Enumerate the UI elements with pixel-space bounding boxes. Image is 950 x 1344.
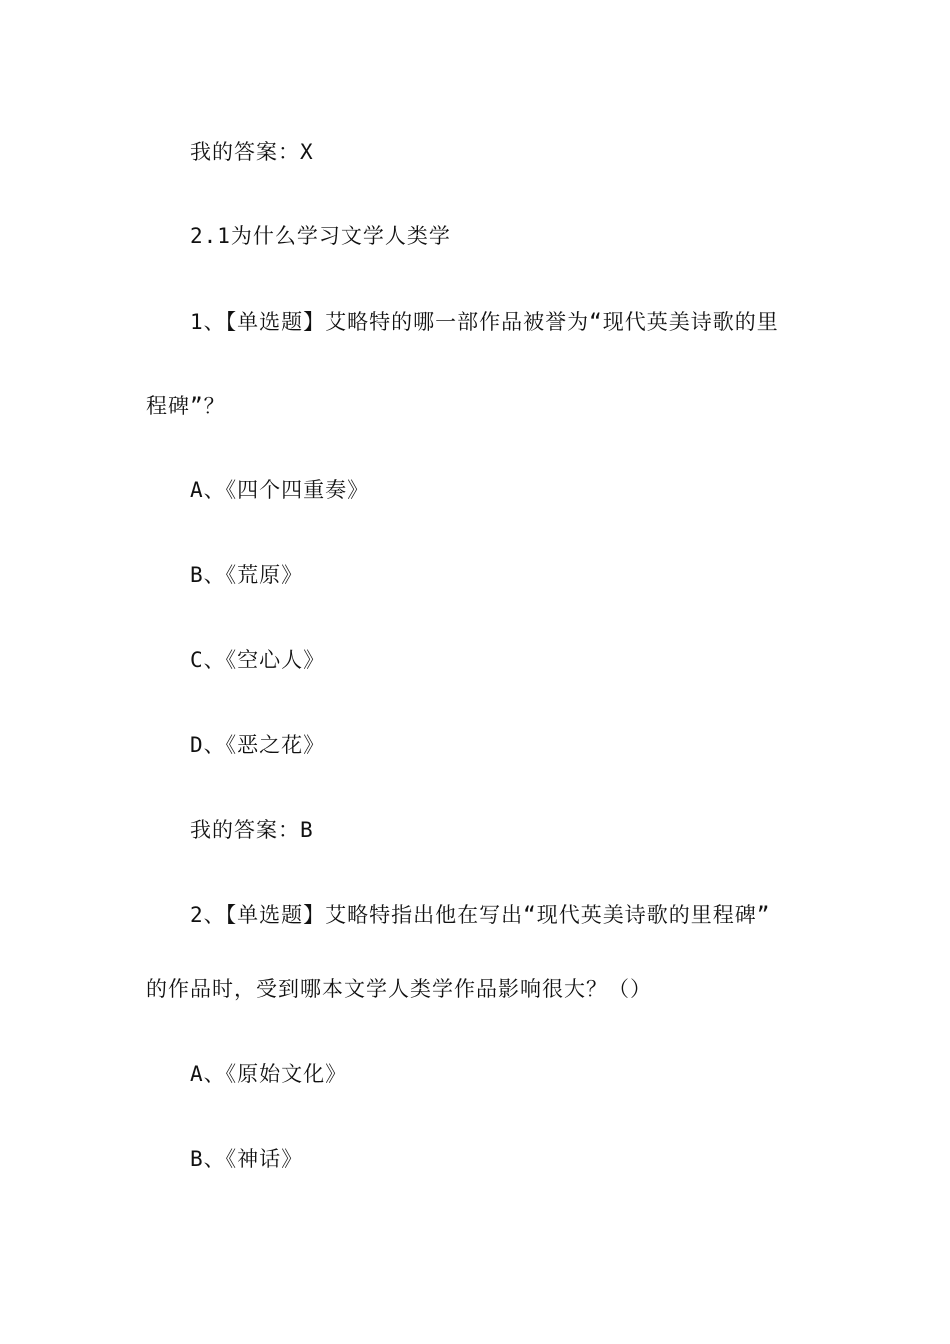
question-1-option-b: B、《荒原》 — [190, 563, 304, 587]
question-2-option-b: B、《神话》 — [190, 1147, 304, 1171]
question-2-option-a: A、《原始文化》 — [190, 1062, 348, 1086]
question-2-text-continued: 的作品时，受到哪本文学人类学作品影响很大？（） — [146, 977, 652, 1001]
question-1-option-d: D、《恶之花》 — [190, 733, 326, 757]
question-1-text-continued: 程碑”？ — [146, 394, 226, 418]
question-1-option-c: C、《空心人》 — [190, 648, 326, 672]
question-1-option-a: A、《四个四重奏》 — [190, 478, 370, 502]
answer-line-previous: 我的答案：X — [190, 140, 314, 164]
question-1-text: 1、【单选题】艾略特的哪一部作品被誉为“现代英美诗歌的里 — [190, 310, 779, 334]
question-2-text: 2、【单选题】艾略特指出他在写出“现代英美诗歌的里程碑” — [190, 903, 771, 927]
section-heading: 2.1为什么学习文学人类学 — [190, 224, 451, 248]
question-1-answer: 我的答案：B — [190, 818, 314, 842]
